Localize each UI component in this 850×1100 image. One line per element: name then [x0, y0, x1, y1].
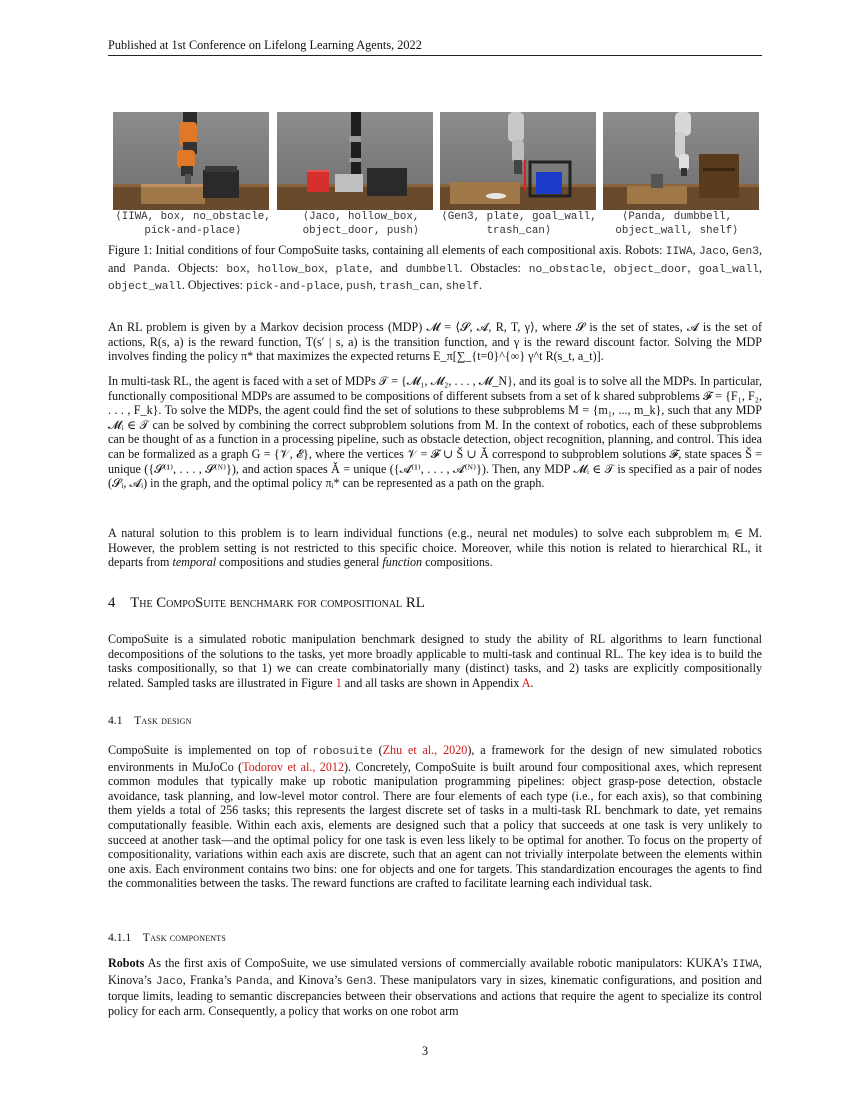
- figure-panel-captions: [108, 210, 768, 240]
- subsection-4-1-1-heading: 4.1.1 Task components: [108, 931, 226, 944]
- figure-panel-iiwa: [113, 112, 269, 210]
- paragraph-natural-solution: A natural solution to this problem is to learn individual functions (e.g., neural net modules) to solve each subproblem mᵢ ∈ M. However, the problem setting is not restricted to this specific choice. Moreover, while this notion is related to hierarchical RL, it departs from temporal compositions and studies general function compositions.: [108, 526, 762, 570]
- page-number: 3: [421, 1044, 429, 1058]
- citation-zhu-2020[interactable]: Zhu et al., 2020: [382, 743, 468, 757]
- panel-caption-gen3: ⟨Gen3, plate, goal_wall, trash_can⟩: [441, 211, 597, 237]
- figure-1-caption: Figure 1: Initial conditions of four CompoSuite tasks, containing all elements of each compositional axis. Robots: IIWA, Jaco, Gen3, and Panda. Objects: box, hollow_box, plate, and dumbbell. Obstacles: no_obstacle, object_door, goal_wall, object_wall. Objectives: pick-and-place, push, trash_can, shelf.: [108, 243, 763, 294]
- panel-caption-iiwa: ⟨IIWA, box, no_obstacle, pick-and-place⟩: [115, 211, 271, 237]
- subsection-4-1-heading: 4.1 Task design: [108, 714, 192, 727]
- panel-caption-panda: ⟨Panda, dumbbell, object_wall, shelf⟩: [615, 211, 739, 237]
- figure-1-ref-link[interactable]: 1: [335, 675, 342, 690]
- paragraph-composuite-intro: CompoSuite is a simulated robotic manipulation benchmark designed to study the ability of RL algorithms to learn functional decompositions of the solutions to the tasks, yet more broadly applicable to multi-task and continual RL. The key idea is to build the tasks compositionally, so that 1) we can create combinatorially many (distinct) tasks, and 2) tasks are explicitly compositionally related. Sampled tasks are illustrated in Figure 1 and all tasks are shown in Appendix A.: [108, 632, 762, 690]
- appendix-a-ref-link[interactable]: A: [521, 675, 531, 690]
- running-header: Published at 1st Conference on Lifelong Learning Agents, 2022: [108, 38, 422, 52]
- figure-1-panels: [113, 112, 763, 212]
- citation-todorov-2012[interactable]: Todorov et al., 2012: [242, 759, 344, 774]
- paragraph-robots: Robots As the first axis of CompoSuite, we use simulated versions of commercially available robotic manipulators: KUKA’s IIWA, Kinova’s Jaco, Franka’s Panda, and Kinova’s Gen3. These manipulators vary in sizes, kinematic configurations, and position and torque limits, leading to semantic discrepancies between their observations and actions that require the agent to specialize its control policy for each arm. Consequently, a policy that works on one robot arm: [108, 956, 762, 1018]
- section-4-heading: 4 The CompoSuite benchmark for compositional RL: [108, 595, 425, 611]
- header-rule: [108, 55, 762, 56]
- figure-panel-panda: [603, 112, 759, 210]
- paragraph-task-design: CompoSuite is implemented on top of robosuite (Zhu et al., 2020), a framework for the design of new simulated robotics environments in MuJoCo (Todorov et al., 2012). Concretely, CompoSuite is built around four compositional axes, which represent common modules that typically make up robotic manipulation programming pipelines: object grasp-pose detection, obstacle avoidance, task planning, and low-level motor control. There are four elements of each type (i.e., for each axis), so that combining them yields a total of 256 tasks; this represents the largest discrete set of tasks in a multi-task RL benchmark to date, yet remains computationally feasible. Within each axis, elements are designed such that a policy that succeeds at one task is very unlikely to succeed at another task—and the optimal policy for one task is even less likely to be optimal for another. To focus on the property of compositionality, variations within each axis are discrete, such that an agent can not trivially interpolate between the elements within one axis. Each environment contains two bins: one for objects and one for targets. This standardization encourages the agents to find the commonalities between the tasks. The reward functions are crafted to facilitate learning each individual task.: [108, 743, 762, 891]
- panel-caption-jaco: ⟨Jaco, hollow_box, object_door, push⟩: [302, 211, 420, 237]
- paragraph-mdp-definition: An RL problem is given by a Markov decision process (MDP) 𝓜 = ⟨𝓢, 𝓐, R, T, γ⟩, where 𝓢 is the set of states, 𝓐 is the set of actions, R(s, a) is the reward function, T(s′ | s, a) is the transition function, and γ is the reward discount factor. Solving the MDP involves finding the policy π* that maximizes the expected returns E_π[∑_{t=0}^{∞} γ^t R(s_t, a_t)].: [108, 320, 762, 364]
- figure-panel-gen3: [440, 112, 596, 210]
- paragraph-multitask-rl: In multi-task RL, the agent is faced with a set of MDPs 𝒯 = {𝓜₁, 𝓜₂, . . . , 𝓜_N}, and its goal is to solve all the MDPs. In particular, functionally compositional MDPs are assumed to be compositions of different subsets from a set of k shared subproblems 𝓕 = {F₁, F₂, . . . , F_k}. To solve the MDPs, the agent could find the set of solutions to these subproblems M = {m₁, ..., m_k}, such that any MDP 𝓜ᵢ ∈ 𝒯 can be solved by combining the correct subproblem solutions from M. In the context of robotics, each of these subproblems can be thought of as a function in a processing pipeline, such as obstacle detection, object recognition, planning, and control. This idea can be formalized as a graph G = {𝒱, 𝓔}, where the vertices 𝒱 = 𝓕 ∪ Š ∪ Ǎ correspond to subproblem solutions 𝓕, state spaces Š = unique ({𝓢⁽¹⁾, . . . , 𝓢⁽ᴺ⁾}), and action spaces Ǎ = unique ({𝓐⁽¹⁾, . . . , 𝓐⁽ᴺ⁾}). Then, any MDP 𝓜ᵢ ∈ 𝒯 is specified as a pair of nodes (𝓢ᵢ, 𝓐ᵢ) in the graph, and the optimal policy πᵢ* can be represented as a path on the graph.: [108, 374, 762, 491]
- figure-panel-jaco: [277, 112, 433, 210]
